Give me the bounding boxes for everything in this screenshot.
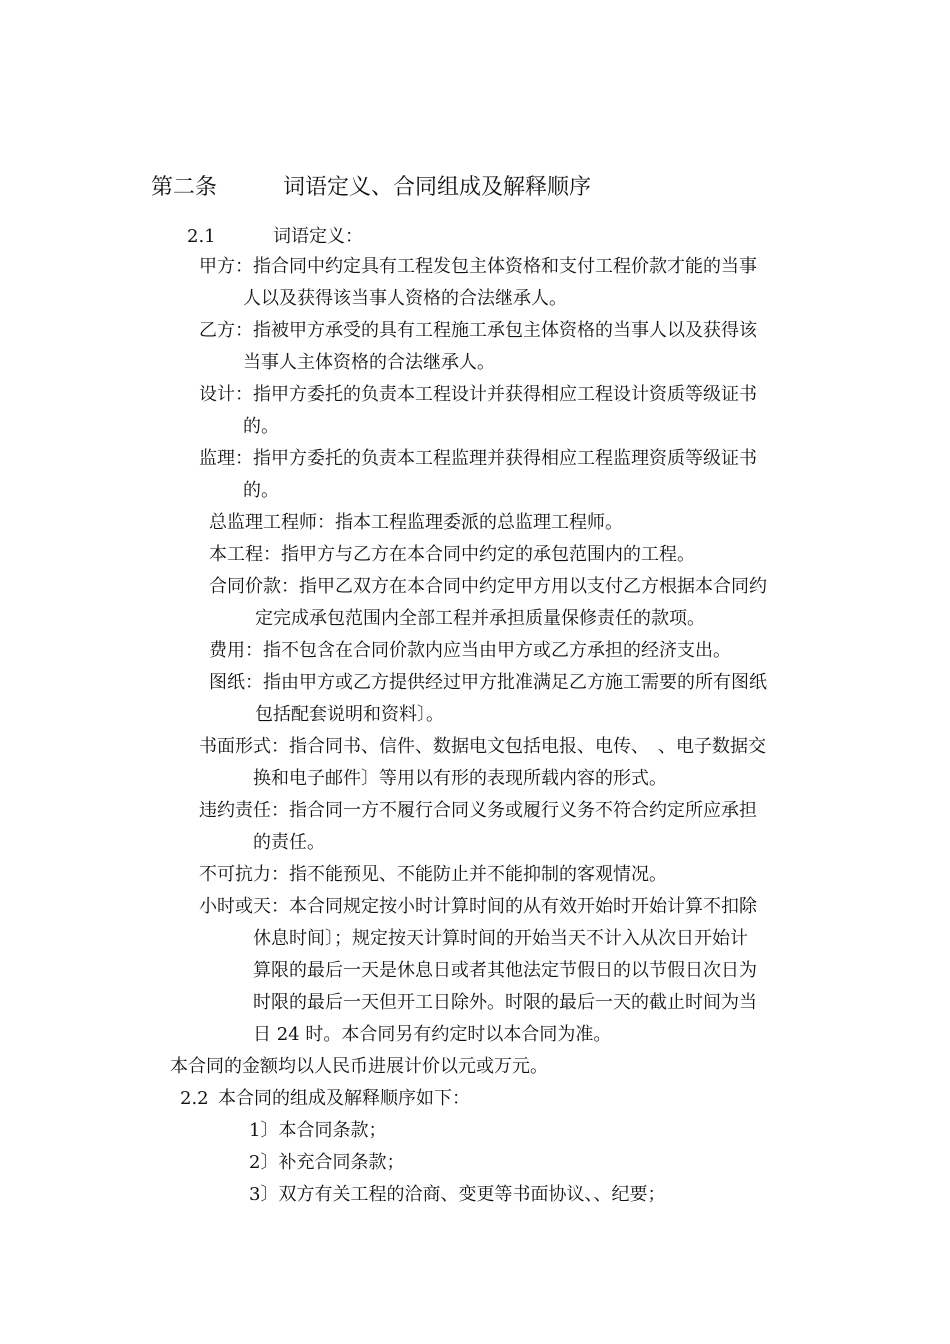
section-title: 词语定义： xyxy=(273,226,363,247)
order-item-3: 3〕双方有关工程的洽商、变更等书面协议、、纪要； xyxy=(249,1184,666,1205)
def-hour-day-cont-4: 日 24 时。本合同另有约定时以本合同为准。 xyxy=(253,1024,612,1045)
def-hour-day-cont-2: 算限的最后一天是休息日或者其他法定节假日的以节假日次日为 xyxy=(253,960,757,981)
def-contract-price-cont: 定完成承包范围内全部工程并承担质量保修责任的款项。 xyxy=(255,608,705,629)
def-chief-engineer: 总监理工程师：指本工程监理委派的总监理工程师。 xyxy=(209,512,623,533)
order-item-1: 1〕本合同条款； xyxy=(249,1120,387,1141)
def-breach: 违约责任：指合同一方不履行合同义务或履行义务不符合约定所应承担 xyxy=(199,800,757,821)
section-2-1-heading xyxy=(187,222,363,248)
section-number: 2.2 xyxy=(180,1088,209,1109)
def-design-cont: 的。 xyxy=(243,416,279,437)
def-party-a: 甲方：指合同中约定具有工程发包主体资格和支付工程价款才能的当事 xyxy=(199,256,757,277)
def-party-b: 乙方：指被甲方承受的具有工程施工承包主体资格的当事人以及获得该 xyxy=(199,320,757,341)
def-written-form: 书面形式：指合同书、信件、数据电文包括电报、电传、 、电子数据交 xyxy=(199,736,766,757)
def-hour-day-cont-3: 时限的最后一天但开工日除外。时限的最后一天的截止时间为当 xyxy=(253,992,757,1013)
def-hour-day-cont-1: 休息时间〕；规定按天计算时间的开始当天不计入从次日开始计 xyxy=(253,928,748,949)
order-item-2: 2〕补充合同条款； xyxy=(249,1152,405,1173)
def-contract-price: 合同价款：指甲乙双方在本合同中约定甲方用以支付乙方根据本合同约 xyxy=(209,576,767,597)
article-heading xyxy=(151,170,591,201)
def-breach-cont: 的责任。 xyxy=(253,832,325,853)
def-design: 设计：指甲方委托的负责本工程设计并获得相应工程设计资质等级证书 xyxy=(199,384,757,405)
def-drawings-cont: 包括配套说明和资料〕。 xyxy=(255,704,444,725)
currency-note: 本合同的金额均以人民币进展计价以元或万元。 xyxy=(170,1056,548,1077)
def-supervision: 监理：指甲方委托的负责本工程监理并获得相应工程监理资质等级证书 xyxy=(199,448,757,469)
def-hour-day: 小时或天：本合同规定按小时计算时间的从有效开始时开始计算不扣除 xyxy=(199,896,757,917)
section-number: 2.1 xyxy=(187,226,216,247)
def-supervision-cont: 的。 xyxy=(243,480,279,501)
article-title: 词语定义、合同组成及解释顺序 xyxy=(283,175,592,200)
def-party-b-cont: 当事人主体资格的合法继承人。 xyxy=(243,352,495,373)
def-expense: 费用：指不包含在合同价款内应当由甲方或乙方承担的经济支出。 xyxy=(209,640,731,661)
def-written-form-cont: 换和电子邮件〕等用以有形的表现所载内容的形式。 xyxy=(253,768,667,789)
section-title: 本合同的组成及解释顺序如下： xyxy=(218,1088,470,1109)
article-number: 第二条 xyxy=(151,175,218,200)
def-party-a-cont: 人以及获得该当事人资格的合法继承人。 xyxy=(243,288,567,309)
section-2-2-heading xyxy=(180,1084,470,1110)
def-drawings: 图纸：指由甲方或乙方提供经过甲方批准满足乙方施工需要的所有图纸 xyxy=(209,672,767,693)
def-project: 本工程：指甲方与乙方在本合同中约定的承包范围内的工程。 xyxy=(209,544,695,565)
def-force-majeure: 不可抗力：指不能预见、不能防止并不能抑制的客观情况。 xyxy=(199,864,667,885)
